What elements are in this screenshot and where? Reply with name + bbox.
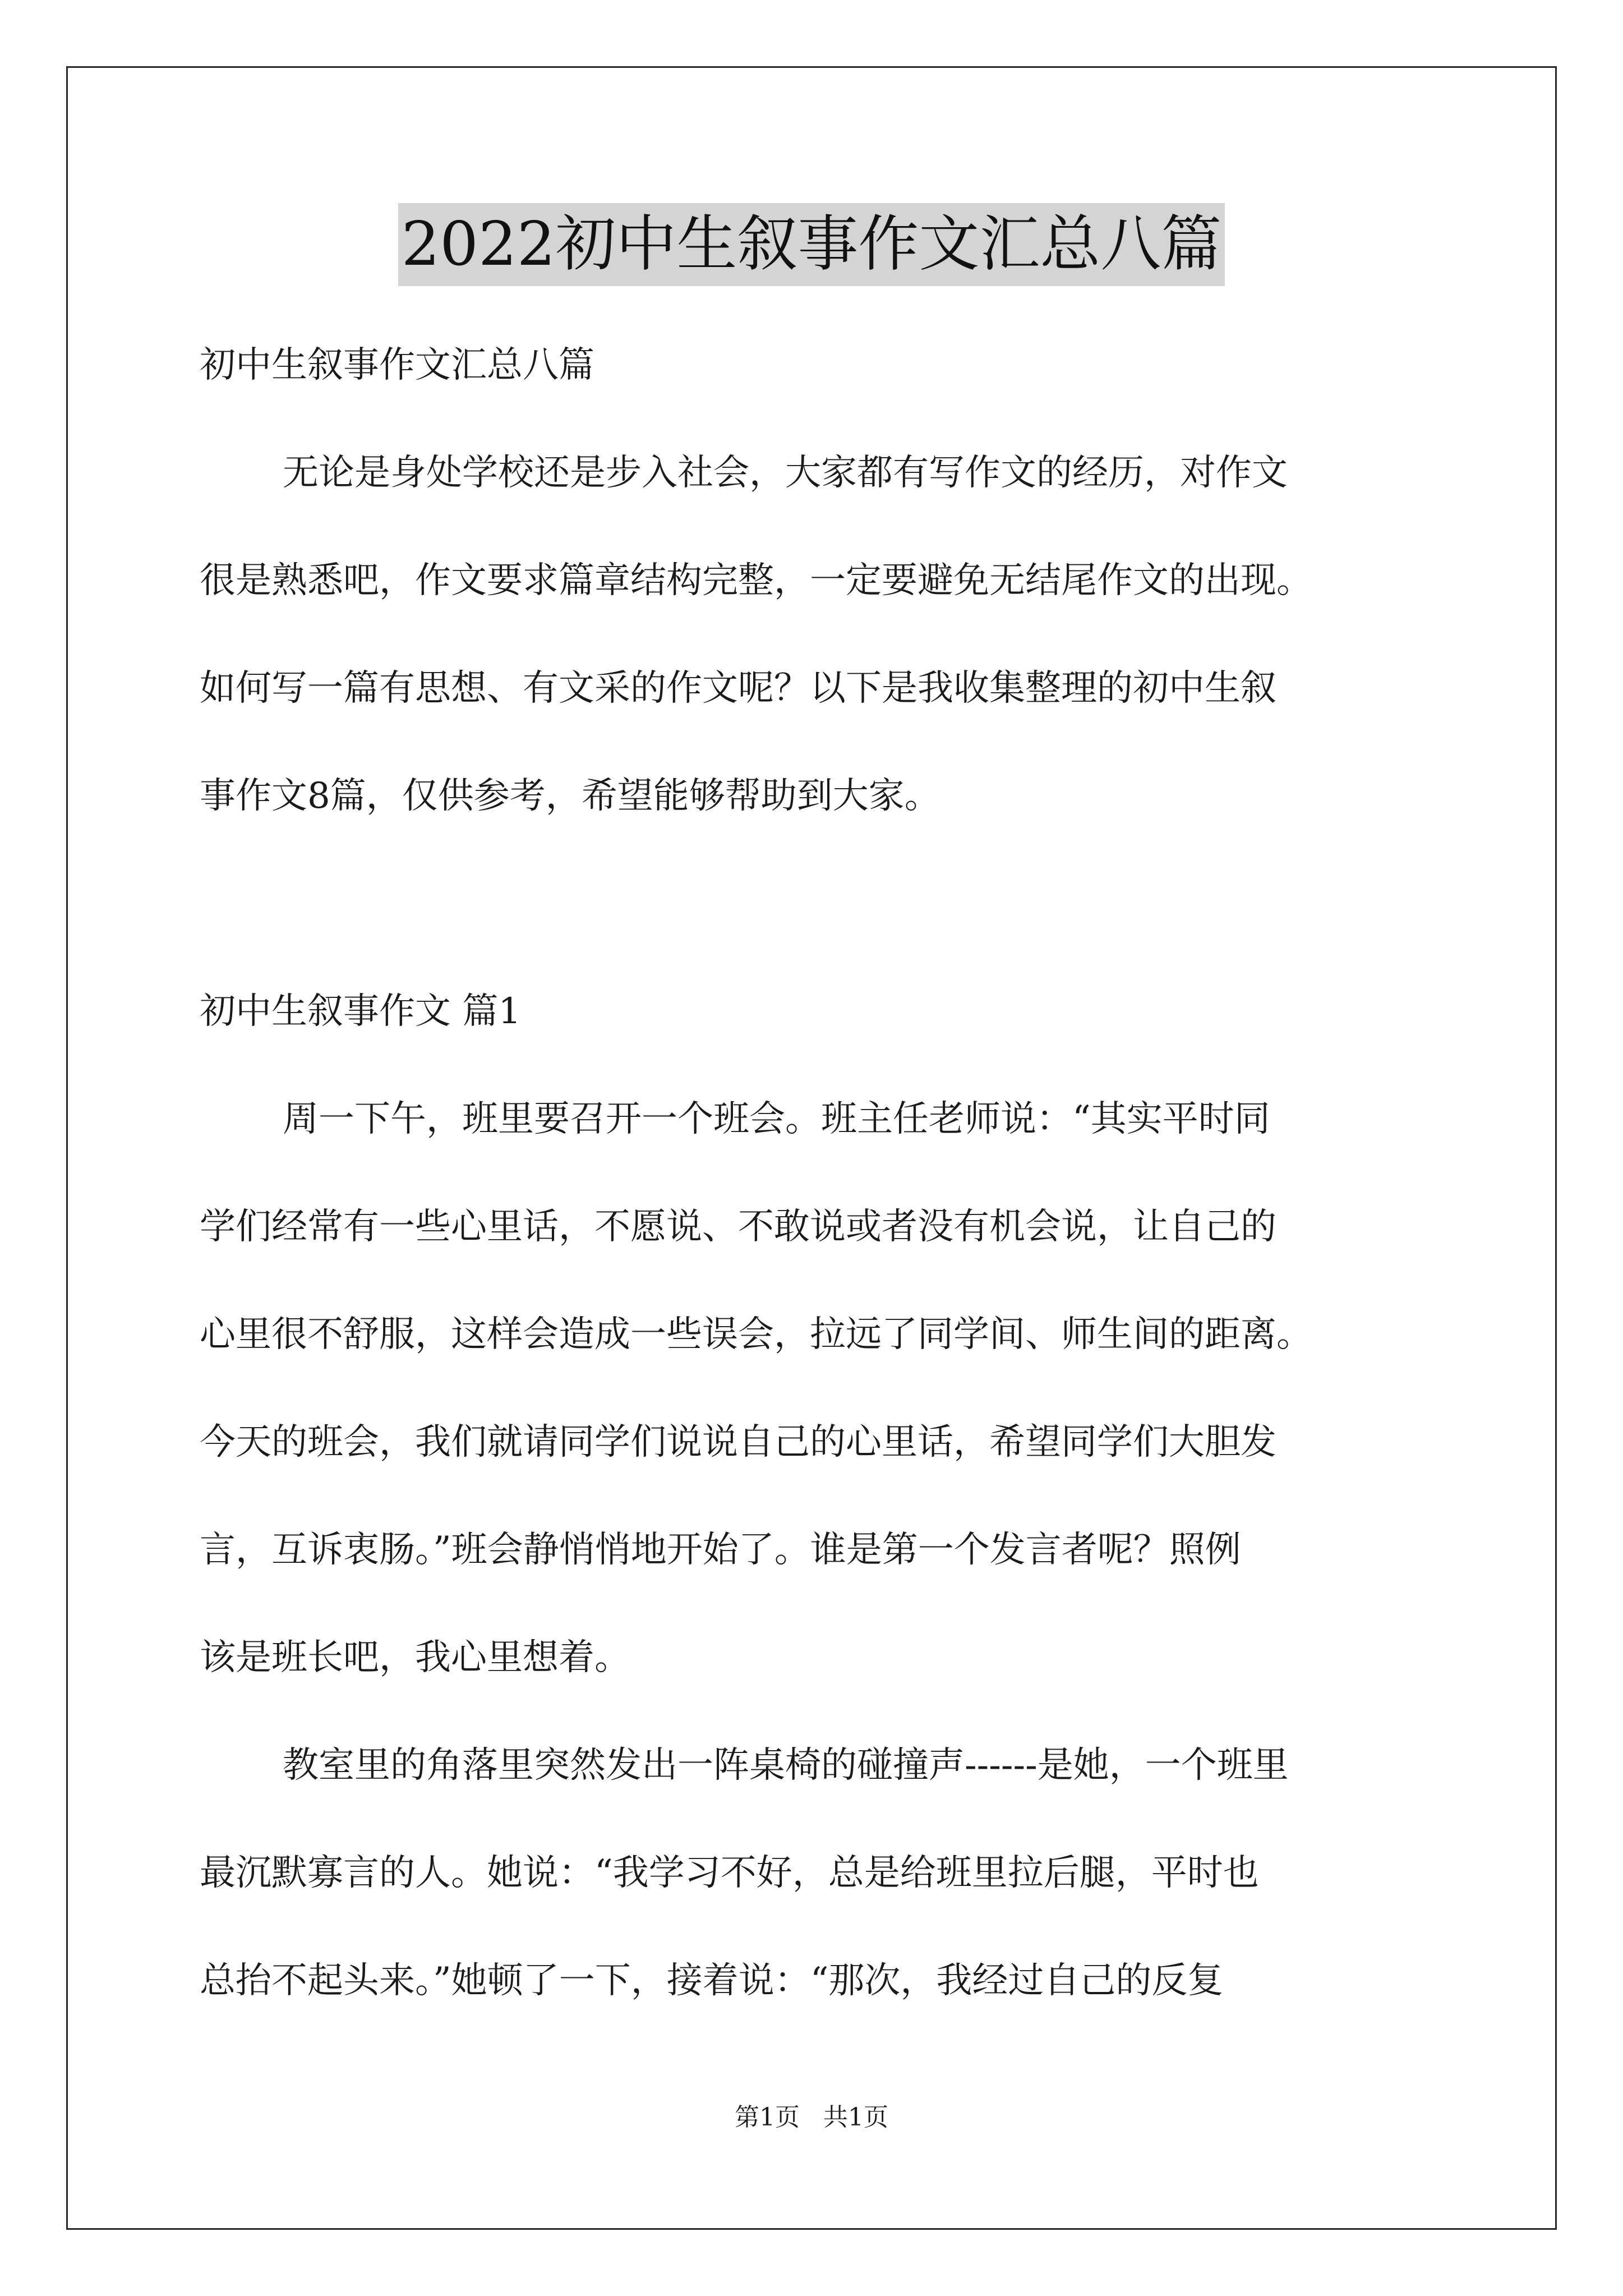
page-footer [0,2101,1623,2134]
paragraph-line: 该是班长吧，我心里想着。 [200,1637,630,1678]
title-container [0,203,1623,286]
page-total: 共1页 [823,2103,888,2132]
paragraph-line: 总抬不起头来。”她顿了一下，接着说：“那次，我经过自己的反复 [200,1960,1224,2001]
paragraph-line: 周一下午，班里要召开一个班会。班主任老师说：“其实平时同 [283,1098,1270,1140]
paragraph-line: 教室里的角落里突然发出一阵桌椅的碰撞声------是她，一个班里 [283,1745,1289,1786]
paragraph-line: 言，互诉衷肠。”班会静悄悄地开始了。谁是第一个发言者呢？照例 [200,1529,1241,1571]
intro-line: 无论是身处学校还是步入社会，大家都有写作文的经历，对作文 [283,452,1288,494]
subtitle: 初中生叙事作文汇总八篇 [200,344,594,386]
document-title: 2022初中生叙事作文汇总八篇 [398,203,1225,286]
paragraph-line: 学们经常有一些心里话，不愿说、不敢说或者没有机会说，让自己的 [200,1206,1276,1248]
intro-line: 事作文8篇，仅供参考，希望能够帮助到大家。 [200,775,940,817]
paragraph-line: 最沉默寡言的人。她说：“我学习不好，总是给班里拉后腿，平时也 [200,1852,1259,1894]
page-number: 第1页 [735,2103,800,2132]
intro-line: 如何写一篇有思想、有文采的作文呢？以下是我收集整理的初中生叙 [200,668,1276,709]
intro-line: 很是熟悉吧，作文要求篇章结构完整，一定要避免无结尾作文的出现。 [200,560,1312,601]
document-body [200,311,1433,2035]
paragraph-line: 心里很不舒服，这样会造成一些误会，拉远了同学间、师生间的距离。 [200,1314,1312,1355]
section-heading: 初中生叙事作文 篇1 [200,991,522,1032]
section-spacer [200,850,1433,958]
paragraph-line: 今天的班会，我们就请同学们说说自己的心里话，希望同学们大胆发 [200,1421,1276,1463]
